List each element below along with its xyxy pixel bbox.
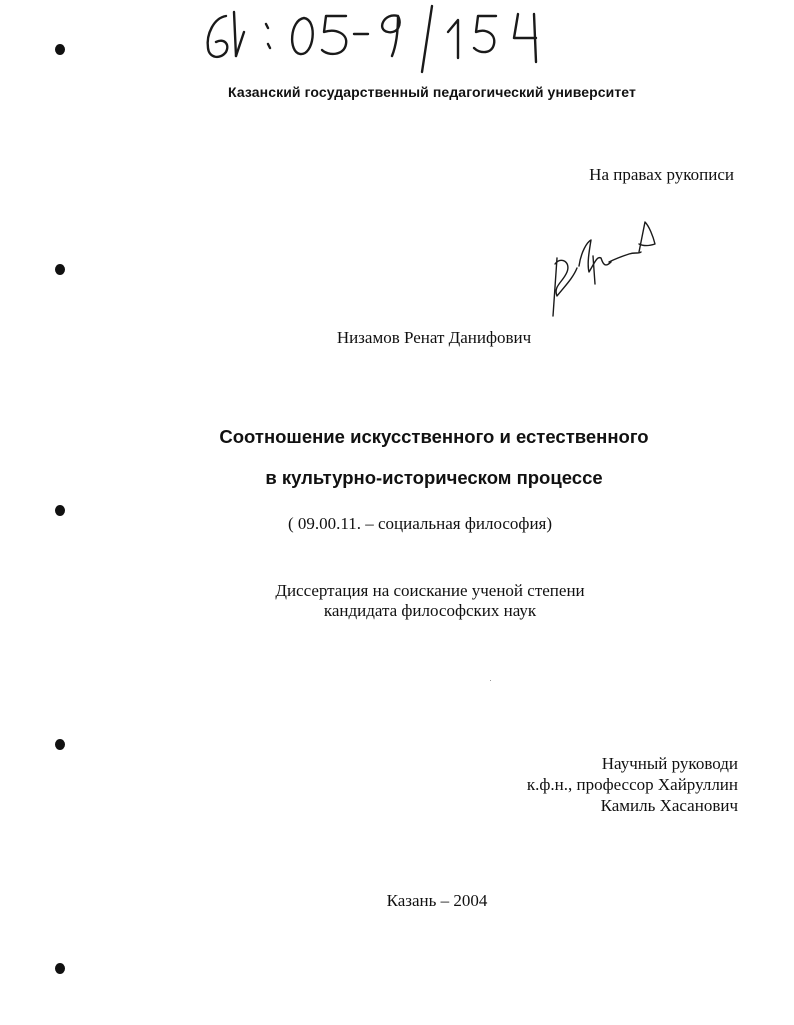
scan-speck	[490, 680, 491, 681]
degree-line-2: кандидата философских наук	[323, 601, 537, 620]
archive-number-drawing	[196, 2, 556, 74]
author-name: Низамов Ренат Данифович	[336, 328, 532, 347]
supervisor-block	[527, 753, 738, 816]
punch-hole	[55, 963, 65, 974]
supervisor-line-3: Камиль Хасанович	[600, 796, 738, 815]
supervisor-line-1: Научный руководи	[601, 754, 738, 773]
city-year: Казань – 2004	[386, 891, 488, 910]
archive-number-text	[196, 2, 203, 3]
manuscript-note: На правах рукописи	[589, 165, 734, 184]
degree-line-1: Диссертация на соискание ученой степени	[275, 581, 585, 600]
dissertation-title-line-1: Соотношение искусственного и естественного	[219, 426, 649, 447]
punch-hole	[55, 739, 65, 750]
archive-number-handwritten	[196, 2, 556, 74]
dissertation-title-line-2: в культурно-историческом процессе	[265, 467, 603, 488]
punch-hole	[55, 505, 65, 516]
university-name: Казанский государственный педагогический университет	[228, 84, 636, 100]
degree-statement	[0, 581, 794, 621]
author-signature	[543, 212, 663, 322]
supervisor-line-2: к.ф.н., профессор Хайруллин	[526, 775, 738, 794]
punch-hole	[55, 44, 65, 55]
punch-hole	[55, 264, 65, 275]
specialty-code: ( 09.00.11. – социальная философия)	[287, 514, 553, 533]
